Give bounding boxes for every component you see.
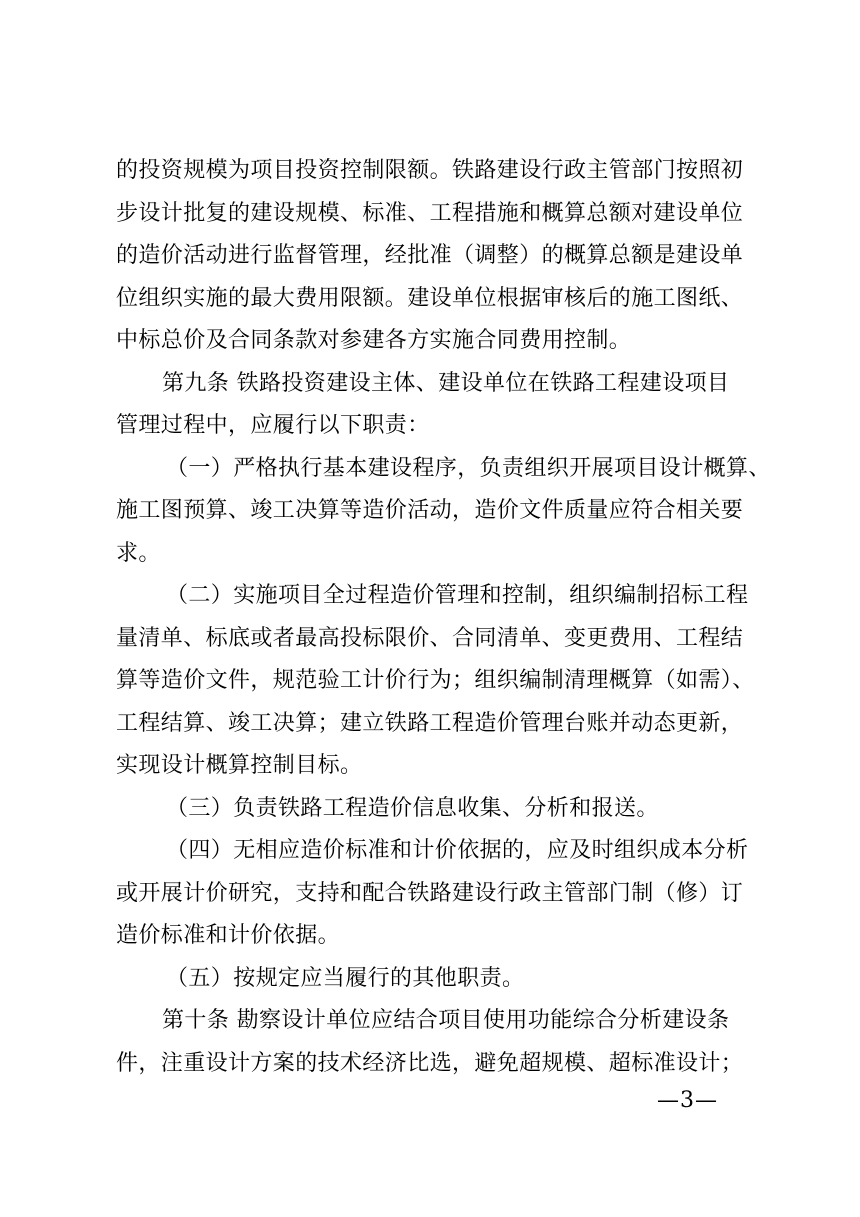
text-line: 位组织实施的最大费用限额。建设单位根据审核后的施工图纸、 (116, 285, 744, 311)
item-5: （五）按规定应当履行的其他职责。 (166, 965, 525, 991)
text-line: 施工图预算、竣工决算等造价活动，造价文件质量应符合相关要 (116, 498, 744, 523)
text-line: 算等造价文件，规范验工计价行为；组织编制清理概算（如需）、 (116, 668, 755, 693)
text-line: 中标总价及合同条款对参建各方实施合同费用控制。 (116, 328, 632, 353)
text-line: 量清单、标底或者最高投标限价、合同清单、变更费用、工程结 (116, 625, 744, 651)
page-number: —3— (657, 1088, 718, 1113)
text-line: 管理过程中，应履行以下职责： (116, 413, 430, 438)
item-4: （四）无相应造价标准和计价依据的，应及时组织成本分析 (166, 838, 749, 863)
article-9-heading: 第九条 铁路投资建设主体、建设单位在铁路工程建设项目 (162, 370, 730, 396)
text-line: 或开展计价研究，支持和配合铁路建设行政主管部门制（修）订 (116, 880, 744, 906)
text-line: 的投资规模为项目投资控制限额。铁路建设行政主管部门按照初 (116, 158, 744, 183)
text-line: 的造价活动进行监督管理，经批准（调整）的概算总额是建设单 (116, 243, 744, 268)
text-line: 件，注重设计方案的技术经济比选，避免超规模、超标准设计； (116, 1050, 744, 1076)
body-text (116, 150, 771, 1085)
item-2: （二）实施项目全过程造价管理和控制，组织编制招标工程 (166, 583, 749, 608)
text-line: 求。 (116, 540, 161, 566)
text-line: 造价标准和计价依据。 (116, 923, 341, 948)
text-line: 实现设计概算控制目标。 (116, 753, 363, 778)
text-line: 工程结算、竣工决算；建立铁路工程造价管理台账并动态更新， (116, 710, 744, 736)
text-line: 步设计批复的建设规模、标准、工程措施和概算总额对建设单位 (116, 200, 744, 226)
item-3: （三）负责铁路工程造价信息收集、分析和报送。 (166, 795, 659, 821)
article-10-heading: 第十条 勘察设计单位应结合项目使用功能综合分析建设条 (162, 1008, 730, 1033)
item-1: （一）严格执行基本建设程序，负责组织开展项目设计概算、 (166, 455, 771, 481)
